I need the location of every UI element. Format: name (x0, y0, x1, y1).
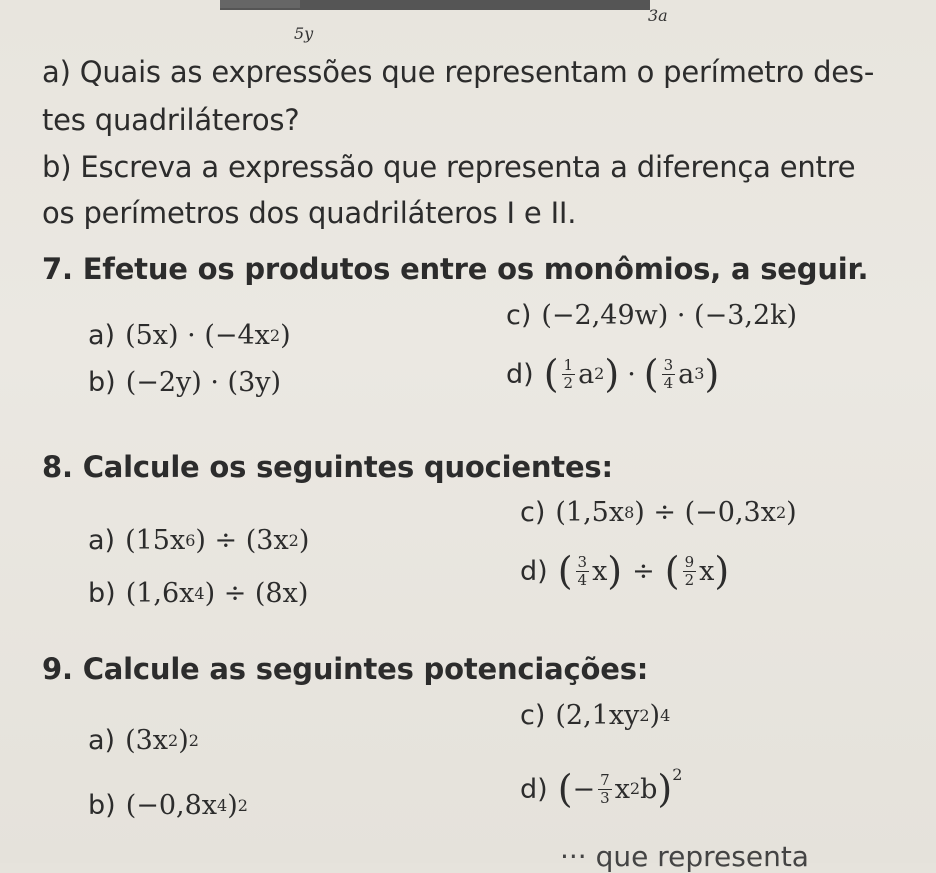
q8-c-label: c) (520, 497, 546, 528)
question-b-line1: b) Escreva a expressão que representa a diferença entre (42, 150, 856, 184)
cut-off-text: ··· que representa (560, 840, 809, 873)
q9-c-label: c) (520, 700, 546, 731)
figure-label-3a: 3a (648, 6, 668, 25)
q7-c-label: c) (506, 300, 532, 331)
figure-edge-dark (220, 0, 300, 8)
q8-item-b (88, 578, 308, 609)
q7-c-expr: (−2,49w) · (−3,2k) (541, 300, 798, 331)
q9-d-label: d) (520, 773, 548, 805)
q9-item-d (520, 765, 683, 811)
question-a-line1: a) Quais as expressões que representam o perímetro des- (42, 55, 875, 89)
q9-d-expr: ( − $\frac{7}{3}$ x 2 b ) $^2$ (557, 765, 683, 811)
q9-b-expr: (−0,8x 4 ) 2 (125, 790, 248, 821)
question-a-line2: tes quadriláteros? (42, 103, 300, 137)
q8-b-label: b) (88, 578, 116, 609)
q9-item-c (520, 700, 670, 731)
q7-b-expr: (−2y) · (3y) (125, 367, 282, 398)
q8-b-expr: (1,6x 4 ) ÷ (8x) (125, 578, 309, 609)
q7-heading: 7. Efetue os produtos entre os monômios, a seguir. (42, 252, 869, 286)
q9-b-label: b) (88, 790, 116, 821)
q7-a-label: a) (88, 320, 116, 351)
q8-a-label: a) (88, 525, 116, 556)
figure-label-5y: 5y (294, 24, 314, 43)
q7-item-b (88, 367, 281, 398)
q8-heading: 8. Calcule os seguintes quocientes: (42, 450, 613, 484)
q7-a-expr: (5x) · (−4x 2 ) (125, 320, 291, 351)
q8-d-expr: ( $\frac{3}{4}$ x ) ÷ ( $\frac{9}{2}$ x ) (557, 549, 730, 593)
q8-item-a (88, 525, 309, 556)
q8-item-d (520, 549, 730, 593)
q9-heading: 9. Calcule as seguintes potenciações: (42, 652, 649, 686)
q8-d-label: d) (520, 555, 548, 587)
question-b-line2: os perímetros dos quadriláteros I e II. (42, 196, 577, 230)
q7-b-label: b) (88, 367, 116, 398)
q8-c-expr: (1,5x 8 ) ÷ (−0,3x 2 ) (555, 497, 797, 528)
q7-item-c (506, 300, 797, 331)
q9-a-expr: (3x 2 ) 2 (125, 725, 199, 756)
figure-edge (220, 0, 650, 10)
q9-item-b (88, 790, 248, 821)
q7-d-label: d) (506, 358, 534, 390)
q7-item-a (88, 320, 291, 351)
q9-c-expr: (2,1xy 2 ) 4 (555, 700, 671, 731)
q9-item-a (88, 725, 199, 756)
q8-item-c (520, 497, 797, 528)
q8-a-expr: (15x 6 ) ÷ (3x 2 ) (125, 525, 310, 556)
q9-a-label: a) (88, 725, 116, 756)
q7-item-d (506, 352, 720, 396)
q7-d-expr: ( $\frac{1}{2}$ a 2 ) · ( $\frac{3}{4}$ a 3 ) (543, 352, 720, 396)
